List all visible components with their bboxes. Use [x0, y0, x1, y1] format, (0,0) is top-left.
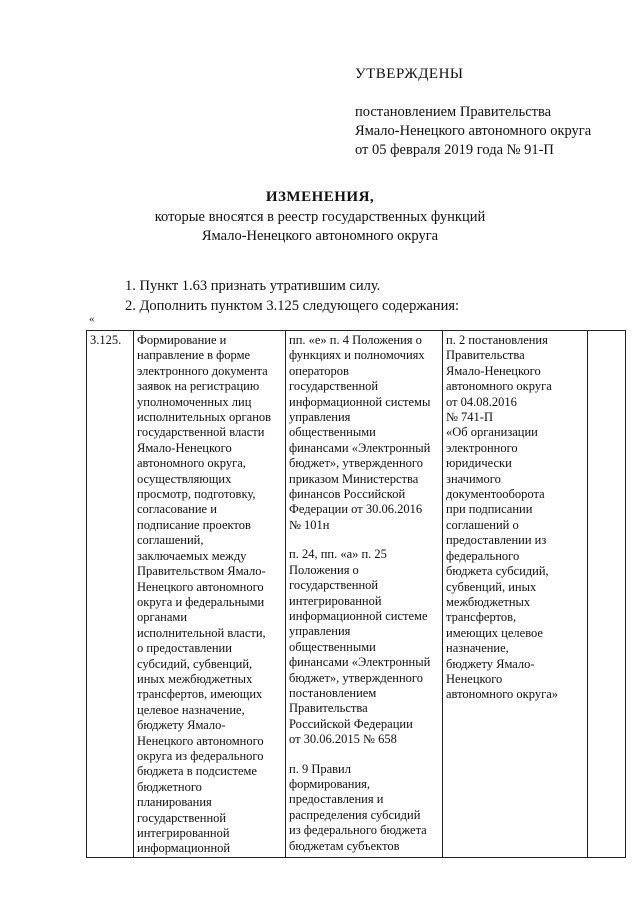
- text-line: органами: [137, 610, 188, 625]
- text-line: субсидий, субвенций,: [137, 656, 253, 671]
- text-line: государственной: [289, 578, 379, 593]
- text-line: направление в форме: [137, 348, 251, 363]
- document-subtitle: [0, 208, 640, 246]
- text-line: от 30.06.2015 № 658: [289, 732, 397, 747]
- text-line: п. 2 постановления: [446, 333, 548, 347]
- text-line: п. 9 Правил: [289, 761, 351, 776]
- text-line: общественными: [289, 639, 376, 654]
- cell-federal-basis: [286, 331, 443, 858]
- document-title: ИЗМЕНЕНИЯ,: [265, 189, 375, 205]
- text-line: Правительством Ямало-: [137, 564, 266, 579]
- cell-number: [87, 331, 134, 858]
- text-line: финансов Российской: [289, 487, 406, 502]
- text-line: трансфертов, имеющих: [137, 687, 263, 702]
- text-line: уполномоченных лиц: [137, 394, 252, 409]
- text-line: государственной: [137, 810, 227, 825]
- approved-stamp: УТВЕРЖДЕНЫ: [355, 66, 464, 82]
- text-line: из федерального бюджета: [289, 823, 427, 838]
- text-line: просмотр, подготовку,: [137, 487, 256, 502]
- text-line: № 101н: [289, 517, 330, 532]
- cell-function-name: [134, 331, 286, 858]
- text-line: планирования: [137, 795, 212, 810]
- text-line: автономного округа: [446, 379, 552, 394]
- text-line: заявок на регистрацию: [137, 379, 260, 394]
- text-line: Правительства: [289, 701, 368, 716]
- text-line: округа и федеральными: [137, 594, 265, 609]
- text-line: соглашений,: [137, 533, 204, 548]
- text-line: управления: [289, 410, 351, 425]
- text-line: Российской Федерации: [289, 716, 413, 731]
- text-line: бюджетного: [137, 779, 202, 794]
- text-line: государственной: [289, 379, 379, 394]
- item-number: 3.125.: [90, 333, 122, 347]
- opening-quote: «: [89, 313, 95, 325]
- text-line: назначение,: [446, 641, 509, 656]
- text-line: автономного округа»: [446, 687, 559, 702]
- decree-line: постановлением Правительства: [355, 104, 552, 120]
- text-line: бюджетам субъектов: [289, 838, 400, 853]
- text-line: бюджет», утвержденного: [289, 670, 423, 685]
- text-line: значимого: [446, 471, 501, 486]
- text-line: государственной власти: [137, 425, 265, 440]
- text-line: от 04.08.2016: [446, 394, 517, 409]
- text-line: округа из федерального: [137, 748, 264, 763]
- text-line: Формирование и: [137, 333, 227, 347]
- text-line: бюджета субсидий,: [446, 564, 549, 579]
- text-line: бюджету Ямало-: [446, 656, 535, 671]
- text-line: приказом Министерства: [289, 471, 419, 486]
- text-line: целевое назначение,: [137, 702, 245, 717]
- text-line: исполнительной власти,: [137, 625, 266, 640]
- decree-line: Ямало-Ненецкого автономного округа: [355, 123, 592, 139]
- text-line: бюджету Ямало-: [137, 718, 226, 733]
- text-line: постановлением: [289, 685, 377, 700]
- registry-table: [86, 330, 626, 858]
- text-line: автономного округа,: [137, 456, 246, 471]
- text-line: финансами «Электронный: [289, 440, 431, 455]
- decree-reference: [355, 103, 591, 160]
- text-line: подписание проектов: [137, 517, 251, 532]
- subtitle-line: Ямало-Ненецкого автономного округа: [201, 228, 439, 244]
- text-line: бюджета в подсистеме: [137, 764, 257, 779]
- text-line: Ненецкого автономного: [137, 579, 264, 594]
- text-line: трансфертов,: [446, 610, 517, 625]
- table-row: [87, 331, 626, 858]
- text-line: федерального: [446, 548, 520, 563]
- text-line: финансами «Электронный: [289, 655, 431, 670]
- text-line: о предоставлении: [137, 641, 232, 656]
- text-line: управления: [289, 624, 351, 639]
- text-line: распределения субсидий: [289, 807, 421, 822]
- text-line: заключаемых между: [137, 548, 247, 563]
- text-line: межбюджетных: [446, 594, 531, 609]
- text-line: юридически: [446, 456, 512, 471]
- text-line: согласование и: [137, 502, 217, 517]
- text-line: общественными: [289, 425, 376, 440]
- change-items: [125, 276, 459, 316]
- text-line: интегрированной: [289, 593, 382, 608]
- text-line: предоставлении из: [446, 533, 547, 548]
- text-line: субвенций, иных: [446, 579, 537, 594]
- text-line: Ямало-Ненецкого: [446, 363, 541, 378]
- text-line: Ненецкого автономного: [137, 733, 264, 748]
- text-line: интегрированной: [137, 826, 230, 840]
- text-line: электронного: [446, 440, 518, 455]
- text-line: иных межбюджетных: [137, 671, 253, 686]
- text-line: информационной системе: [289, 608, 428, 623]
- text-line: предоставления и: [289, 792, 384, 807]
- change-item: 2. Дополнить пунктом 3.125 следующего содержания:: [125, 298, 460, 314]
- text-line: Федерации от 30.06.2016: [289, 502, 423, 517]
- text-line: «Об организации: [446, 425, 538, 440]
- text-line: функциях и полномочиях: [289, 348, 425, 363]
- decree-line: от 05 февраля 2019 года № 91-П: [355, 142, 554, 158]
- text-line: соглашений о: [446, 517, 519, 532]
- text-line: электронного документа: [137, 363, 268, 378]
- text-line: исполнительных органов: [137, 410, 272, 425]
- text-line: бюджет», утвержденного: [289, 456, 423, 471]
- text-line: информационной: [137, 841, 231, 856]
- text-line: № 741-П: [446, 410, 493, 425]
- text-line: Правительства: [446, 348, 525, 363]
- cell-empty: [588, 331, 626, 858]
- text-line: информационной системы: [289, 394, 431, 409]
- text-line: п. 24, пп. «а» п. 25: [289, 547, 387, 562]
- text-line: пп. «е» п. 4 Положения о: [289, 333, 422, 347]
- subtitle-line: которые вносятся в реестр государственных функций: [154, 209, 486, 225]
- text-line: Положения о: [289, 562, 359, 577]
- change-item: 1. Пункт 1.63 признать утратившим силу.: [125, 278, 381, 294]
- text-line: Ненецкого: [446, 671, 503, 686]
- text-line: документооборота: [446, 487, 545, 502]
- text-line: имеющих целевое: [446, 625, 543, 640]
- text-line: Ямало-Ненецкого: [137, 440, 232, 455]
- cell-regional-basis: [443, 331, 588, 858]
- text-line: операторов: [289, 363, 349, 378]
- text-line: осуществляющих: [137, 471, 232, 486]
- text-line: при подписании: [446, 502, 533, 517]
- text-line: формирования,: [289, 776, 371, 791]
